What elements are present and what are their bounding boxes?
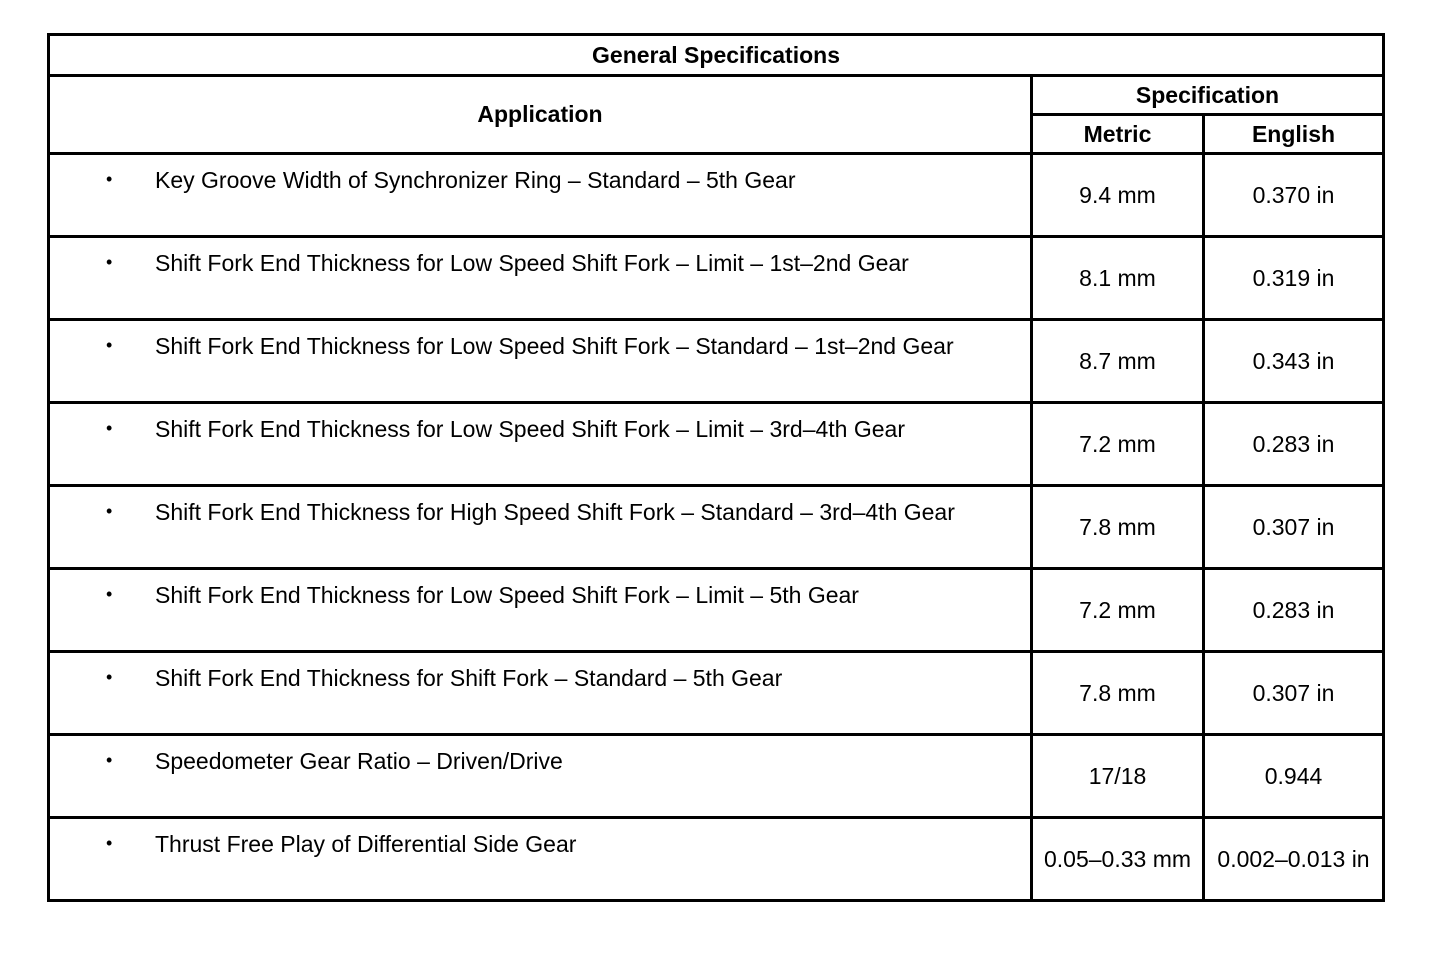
- application-text: Shift Fork End Thickness for Low Speed Shift Fork – Limit – 1st–2nd Gear: [155, 250, 909, 276]
- application-text: Shift Fork End Thickness for Low Speed Shift Fork – Limit – 3rd–4th Gear: [155, 416, 905, 442]
- english-value: 0.944: [1204, 735, 1384, 818]
- application-text: Shift Fork End Thickness for High Speed Shift Fork – Standard – 3rd–4th Gear: [155, 499, 955, 525]
- application-text: Key Groove Width of Synchronizer Ring – Standard – 5th Gear: [155, 167, 796, 193]
- application-cell: [49, 735, 1032, 818]
- english-header: English: [1204, 115, 1384, 154]
- specification-header: Specification: [1032, 76, 1384, 115]
- metric-value: 7.2 mm: [1032, 403, 1204, 486]
- bullet-icon: •: [106, 750, 113, 770]
- application-cell: [49, 403, 1032, 486]
- application-cell: [49, 818, 1032, 901]
- table-row: [49, 652, 1384, 735]
- bullet-icon: •: [106, 501, 113, 521]
- bullet-icon: •: [106, 169, 113, 189]
- application-text: Shift Fork End Thickness for Low Speed Shift Fork – Standard – 1st–2nd Gear: [155, 333, 954, 359]
- application-text: Shift Fork End Thickness for Shift Fork – Standard – 5th Gear: [155, 665, 783, 691]
- table-row: [49, 320, 1384, 403]
- bullet-icon: •: [106, 335, 113, 355]
- table-title: General Specifications: [49, 35, 1384, 76]
- metric-value: 9.4 mm: [1032, 154, 1204, 237]
- application-cell: [49, 320, 1032, 403]
- bullet-icon: •: [106, 418, 113, 438]
- application-cell: [49, 237, 1032, 320]
- english-value: 0.307 in: [1204, 652, 1384, 735]
- english-value: 0.283 in: [1204, 569, 1384, 652]
- metric-header: Metric: [1032, 115, 1204, 154]
- application-text: Speedometer Gear Ratio – Driven/Drive: [155, 748, 563, 774]
- bullet-icon: •: [106, 252, 113, 272]
- bullet-icon: •: [106, 667, 113, 687]
- metric-value: 8.7 mm: [1032, 320, 1204, 403]
- english-value: 0.283 in: [1204, 403, 1384, 486]
- english-value: 0.319 in: [1204, 237, 1384, 320]
- application-cell: [49, 652, 1032, 735]
- metric-value: 17/18: [1032, 735, 1204, 818]
- table-row: [49, 154, 1384, 237]
- metric-value: 8.1 mm: [1032, 237, 1204, 320]
- english-value: 0.343 in: [1204, 320, 1384, 403]
- table-row: [49, 403, 1384, 486]
- table-row: [49, 486, 1384, 569]
- application-header: Application: [49, 76, 1032, 154]
- application-text: Thrust Free Play of Differential Side Gear: [155, 831, 577, 857]
- specifications-table: [47, 33, 1385, 902]
- application-text: Shift Fork End Thickness for Low Speed Shift Fork – Limit – 5th Gear: [155, 582, 859, 608]
- metric-value: 7.2 mm: [1032, 569, 1204, 652]
- metric-value: 7.8 mm: [1032, 652, 1204, 735]
- table-row: [49, 569, 1384, 652]
- bullet-icon: •: [106, 833, 113, 853]
- table-row: [49, 237, 1384, 320]
- bullet-icon: •: [106, 584, 113, 604]
- table-row: [49, 818, 1384, 901]
- table-row: [49, 735, 1384, 818]
- english-value: 0.002–0.013 in: [1204, 818, 1384, 901]
- application-cell: [49, 569, 1032, 652]
- english-value: 0.307 in: [1204, 486, 1384, 569]
- application-cell: [49, 486, 1032, 569]
- metric-value: 0.05–0.33 mm: [1032, 818, 1204, 901]
- metric-value: 7.8 mm: [1032, 486, 1204, 569]
- application-cell: [49, 154, 1032, 237]
- english-value: 0.370 in: [1204, 154, 1384, 237]
